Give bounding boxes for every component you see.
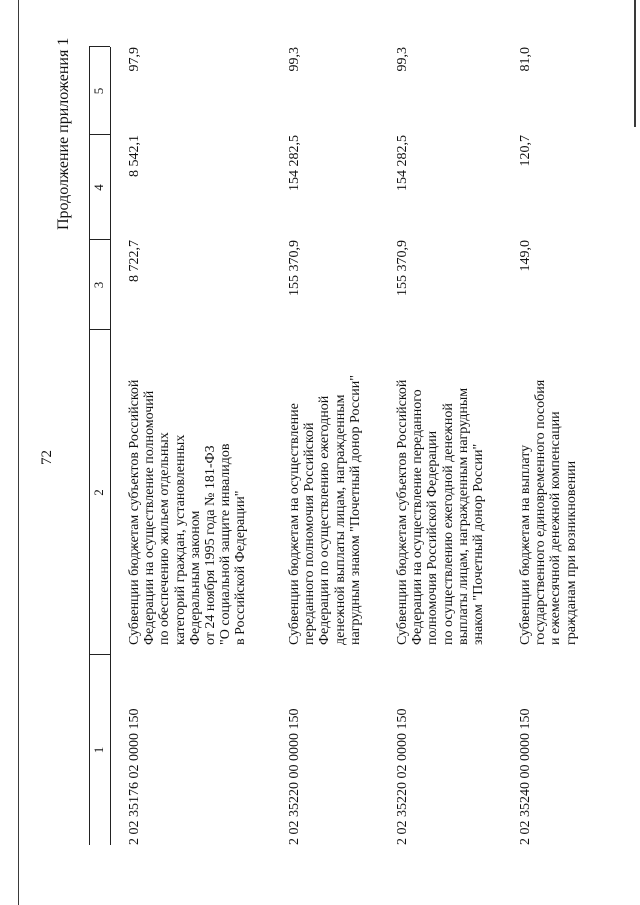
table-row-4-col4: 120,7 bbox=[518, 135, 533, 167]
table-rule-top bbox=[89, 47, 90, 845]
table-row-3-code: 2 02 35220 02 0000 150 bbox=[395, 708, 410, 845]
table-row-1-col3: 8 722,7 bbox=[127, 240, 142, 282]
column-header-4: 4 bbox=[91, 184, 106, 191]
column-header-5: 5 bbox=[91, 87, 106, 95]
table-row-3-description: Субвенции бюджетам субъектов Российской Федерации на осуществление переданного полномочия Российской Федерации по осуществлению ежегодной денежной выплаты лицам, награжденным нагрудным знаком "Почетный донор России" bbox=[395, 379, 487, 645]
table-row-3-col4: 154 282,5 bbox=[395, 135, 410, 191]
column-header-2: 2 bbox=[91, 489, 106, 496]
table-row-2-col3: 155 370,9 bbox=[287, 240, 302, 296]
table-row-2-description: Субвенции бюджетам на осуществление переданного полномочия Российской Федерации по осуществлению ежегодной денежной выплаты лицам, награжденным нагрудным знаком "Почетный донор России" bbox=[287, 375, 363, 645]
table-row-2-col4: 154 282,5 bbox=[287, 135, 302, 191]
table-row-4-col5: 81,0 bbox=[518, 47, 533, 72]
table-row-1-code: 2 02 35176 02 0000 150 bbox=[127, 708, 142, 845]
table-row-2-col5: 99,3 bbox=[287, 47, 302, 72]
page-number: 72 bbox=[39, 450, 55, 465]
table-row-1-description: Субвенции бюджетам субъектов Российской Федерации на осуществление полномочий по обеспечению жильем отдельных категорий граждан, установленных Федеральным законом от 24 ноября 1995 года № 181-ФЗ "О социальной защите инвалидов в Российской Федерации" bbox=[127, 379, 249, 645]
table-row-3-col3: 155 370,9 bbox=[395, 240, 410, 296]
table-row-2-code: 2 02 35220 00 0000 150 bbox=[287, 708, 302, 845]
column-header-3: 3 bbox=[91, 281, 106, 289]
scan-edge-right bbox=[634, 0, 636, 127]
table-row-4-col3: 149,0 bbox=[518, 240, 533, 272]
table-row-1-col5: 97,9 bbox=[127, 47, 142, 72]
scan-edge-left bbox=[18, 0, 19, 905]
table-row-4-code: 2 02 35240 00 0000 150 bbox=[518, 708, 533, 845]
table-row-4-description: Субвенции бюджетам на выплату государственного единовременного пособия и ежемесячной денежной компенсации гражданам при возникновении bbox=[518, 379, 579, 645]
column-header-1: 1 bbox=[91, 746, 106, 754]
table-row-3-col5: 99,3 bbox=[395, 47, 410, 72]
continuation-title: Продолжение приложения 1 bbox=[55, 37, 72, 230]
table-rule-header-bottom bbox=[110, 47, 111, 845]
table-row-1-col4: 8 542,1 bbox=[127, 135, 142, 177]
